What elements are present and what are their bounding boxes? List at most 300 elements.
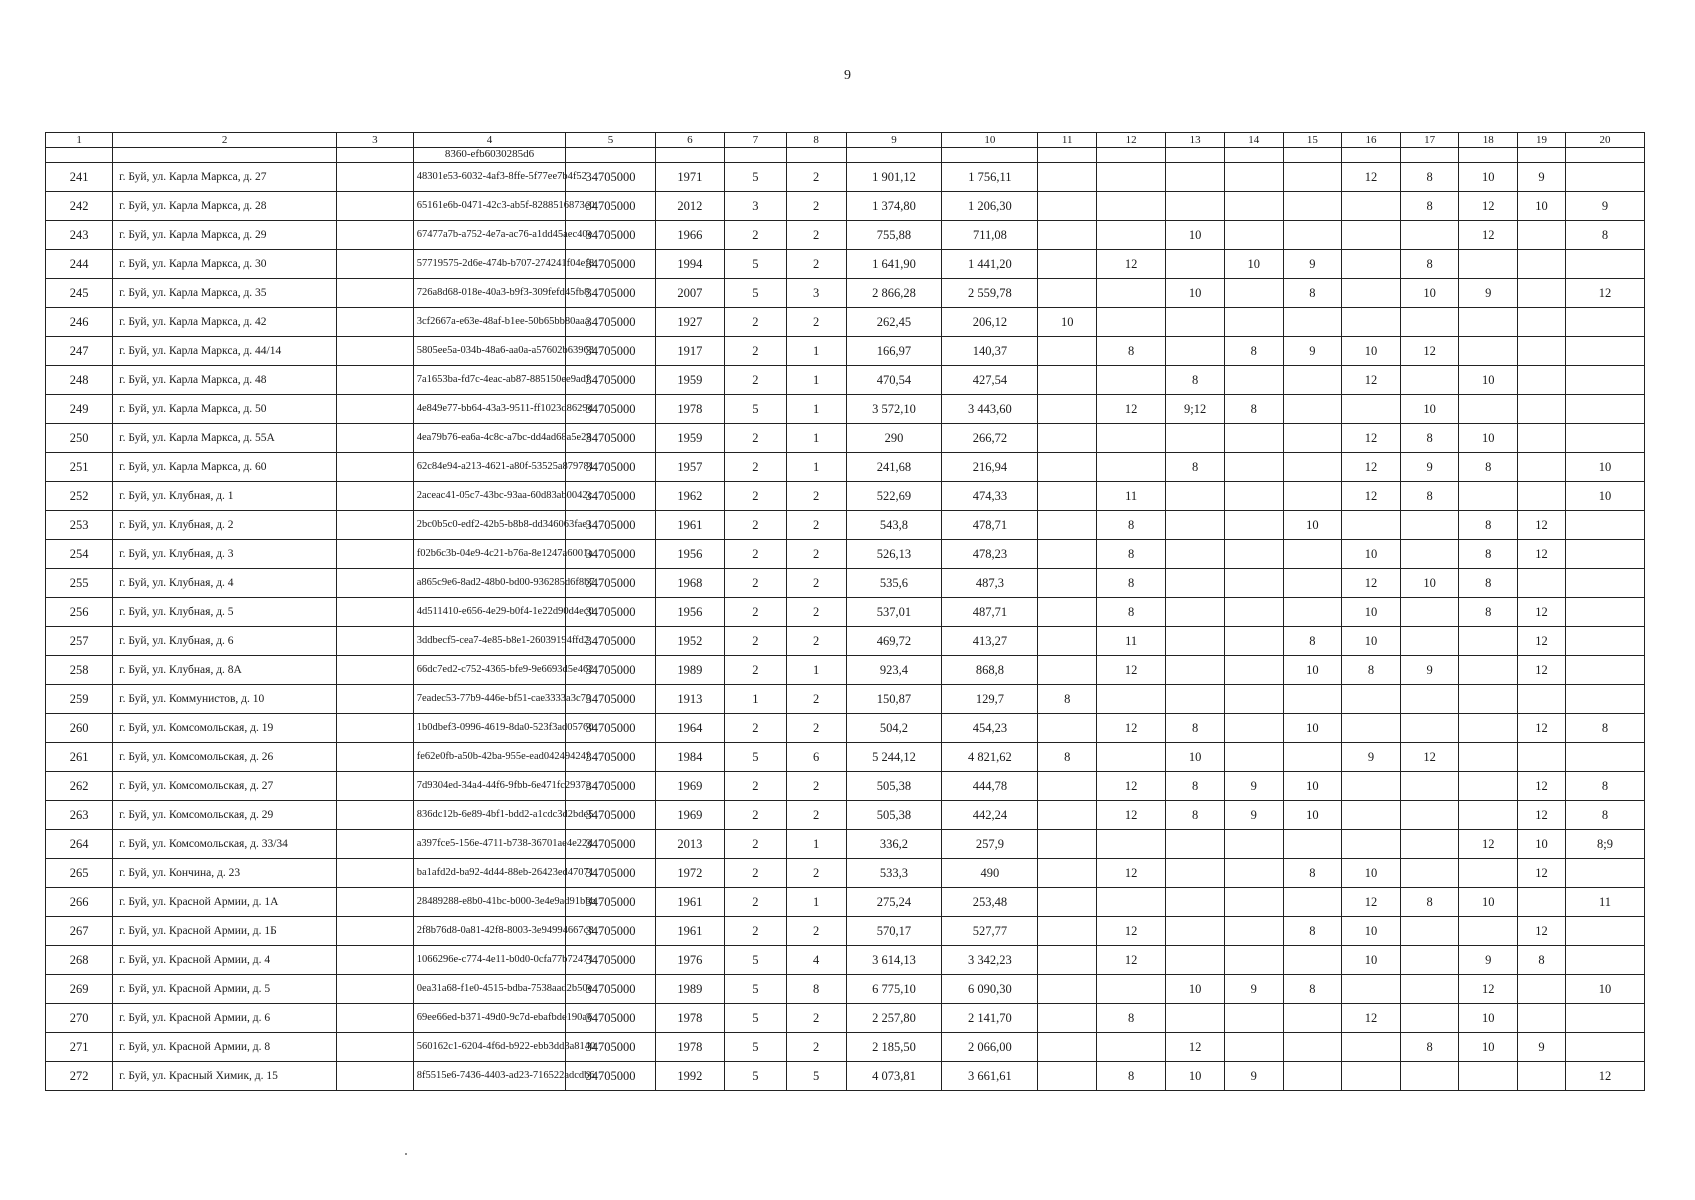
- period-cell-col-20: [1566, 917, 1645, 946]
- fias-guid-cell: 65161e6b-0471-42c3-ab5f-8288516873e0: [413, 192, 565, 221]
- total-area-cell: 3 572,10: [846, 395, 942, 424]
- period-cell-col-17: [1400, 714, 1459, 743]
- address-cell: г. Буй, ул. Красной Армии, д. 8: [113, 1033, 337, 1062]
- table-row: [46, 482, 1645, 511]
- period-cell-col-17: 8: [1400, 888, 1459, 917]
- period-cell-col-20: [1566, 250, 1645, 279]
- period-cell-col-11: [1038, 569, 1097, 598]
- total-area-cell: 2 185,50: [846, 1033, 942, 1062]
- total-area-cell: 504,2: [846, 714, 942, 743]
- period-cell-col-11: [1038, 598, 1097, 627]
- period-cell-col-19: [1518, 453, 1566, 482]
- period-cell-col-19: 12: [1518, 917, 1566, 946]
- period-cell-col-12: [1097, 830, 1166, 859]
- table-row: [46, 569, 1645, 598]
- address-cell: г. Буй, ул. Карла Маркса, д. 60: [113, 453, 337, 482]
- column-header-19: 19: [1518, 133, 1566, 148]
- period-cell-col-13: [1166, 598, 1225, 627]
- oktmo-cell: 34705000: [566, 192, 656, 221]
- entrances-cell: 2: [786, 1004, 846, 1033]
- total-area-cell: 2 257,80: [846, 1004, 942, 1033]
- period-cell-col-14: [1224, 279, 1283, 308]
- row-number-cell: 257: [46, 627, 113, 656]
- year-cell: 1952: [655, 627, 724, 656]
- year-cell: 1978: [655, 395, 724, 424]
- period-cell-col-14: [1224, 830, 1283, 859]
- entrances-cell: 1: [786, 453, 846, 482]
- period-cell-col-15: 8: [1283, 975, 1342, 1004]
- living-area-cell: 266,72: [942, 424, 1038, 453]
- registry-table-container: [45, 132, 1645, 1091]
- fias-guid-cell: 4d511410-e656-4e29-b0f4-1e22d90d4ec0: [413, 598, 565, 627]
- fias-guid-cell: 836dc12b-6e89-4bf1-bdd2-a1cdc3d2bde5: [413, 801, 565, 830]
- period-cell-col-14: [1224, 482, 1283, 511]
- oktmo-cell: 34705000: [566, 250, 656, 279]
- period-cell-col-17: [1400, 772, 1459, 801]
- fias-guid-cell: 7eadec53-77b9-446e-bf51-cae3333a3c70: [413, 685, 565, 714]
- column-header-20: 20: [1566, 133, 1645, 148]
- period-cell-col-19: [1518, 482, 1566, 511]
- oktmo-cell: 34705000: [566, 163, 656, 192]
- period-cell-col-19: 9: [1518, 1033, 1566, 1062]
- fias-guid-cell: 5805ee5a-034b-48a6-aa0a-a57602b63963: [413, 337, 565, 366]
- address-cell: г. Буй, ул. Кончина, д. 23: [113, 859, 337, 888]
- entrances-cell: 5: [786, 1062, 846, 1091]
- period-cell-col-17: 10: [1400, 395, 1459, 424]
- period-cell-col-15: 8: [1283, 279, 1342, 308]
- total-area-cell: 2 866,28: [846, 279, 942, 308]
- period-cell-col-18: [1459, 395, 1518, 424]
- period-cell-col-15: [1283, 308, 1342, 337]
- oktmo-cell: 34705000: [566, 569, 656, 598]
- period-cell-col-13: [1166, 337, 1225, 366]
- total-area-cell: 755,88: [846, 221, 942, 250]
- table-row: [46, 1062, 1645, 1091]
- blank-cell: [337, 192, 414, 221]
- period-cell-col-12: [1097, 279, 1166, 308]
- floors-cell: 2: [725, 801, 787, 830]
- period-cell-col-16: [1342, 830, 1401, 859]
- period-cell-col-14: [1224, 656, 1283, 685]
- period-cell-col-12: 8: [1097, 569, 1166, 598]
- period-cell-col-17: 9: [1400, 453, 1459, 482]
- blank-cell: [337, 598, 414, 627]
- blank-cell: [337, 250, 414, 279]
- living-area-cell: 478,71: [942, 511, 1038, 540]
- period-cell-col-18: 12: [1459, 830, 1518, 859]
- period-cell-col-18: [1459, 685, 1518, 714]
- blank-cell: [337, 453, 414, 482]
- fias-guid-cell: 62c84e94-a213-4621-a80f-53525a879781: [413, 453, 565, 482]
- period-cell-col-19: [1518, 685, 1566, 714]
- total-area-cell: 537,01: [846, 598, 942, 627]
- period-cell-col-17: [1400, 975, 1459, 1004]
- year-cell: 1964: [655, 714, 724, 743]
- row-number-cell: 251: [46, 453, 113, 482]
- period-cell-col-18: 12: [1459, 221, 1518, 250]
- total-area-cell: 241,68: [846, 453, 942, 482]
- address-cell: г. Буй, ул. Комсомольская, д. 26: [113, 743, 337, 772]
- period-cell-col-15: 10: [1283, 656, 1342, 685]
- address-cell: г. Буй, ул. Красный Химик, д. 15: [113, 1062, 337, 1091]
- period-cell-col-12: 11: [1097, 627, 1166, 656]
- period-cell-col-12: 8: [1097, 337, 1166, 366]
- period-cell-col-12: [1097, 685, 1166, 714]
- period-cell-col-16: 10: [1342, 598, 1401, 627]
- year-cell: 1956: [655, 540, 724, 569]
- column-header-17: 17: [1400, 133, 1459, 148]
- period-cell-col-11: [1038, 395, 1097, 424]
- living-area-cell: 711,08: [942, 221, 1038, 250]
- living-area-cell: 3 342,23: [942, 946, 1038, 975]
- period-cell-col-16: 12: [1342, 424, 1401, 453]
- scan-artifact: [405, 1153, 407, 1155]
- period-cell-col-13: [1166, 627, 1225, 656]
- oktmo-cell: 34705000: [566, 279, 656, 308]
- period-cell-col-17: [1400, 946, 1459, 975]
- period-cell-col-16: 12: [1342, 453, 1401, 482]
- entrances-cell: 6: [786, 743, 846, 772]
- blank-cell: [337, 279, 414, 308]
- period-cell-col-11: [1038, 337, 1097, 366]
- period-cell-col-18: [1459, 656, 1518, 685]
- row-number-cell: 270: [46, 1004, 113, 1033]
- entrances-cell: 2: [786, 308, 846, 337]
- total-area-cell: 3 614,13: [846, 946, 942, 975]
- total-area-cell: 1 641,90: [846, 250, 942, 279]
- period-cell-col-17: 10: [1400, 569, 1459, 598]
- row-number-cell: 262: [46, 772, 113, 801]
- period-cell-col-14: [1224, 511, 1283, 540]
- period-cell-col-13: [1166, 424, 1225, 453]
- period-cell-col-18: 8: [1459, 569, 1518, 598]
- living-area-cell: 487,3: [942, 569, 1038, 598]
- living-area-cell: 1 756,11: [942, 163, 1038, 192]
- living-area-cell: 487,71: [942, 598, 1038, 627]
- period-cell-col-16: [1342, 279, 1401, 308]
- period-cell-col-19: [1518, 888, 1566, 917]
- fias-guid-cell: 28489288-e8b0-41bc-b000-3e4e9ad91bbb: [413, 888, 565, 917]
- living-area-cell: 253,48: [942, 888, 1038, 917]
- period-cell-col-20: [1566, 308, 1645, 337]
- period-cell-col-13: [1166, 685, 1225, 714]
- period-cell-col-12: [1097, 221, 1166, 250]
- year-cell: 1984: [655, 743, 724, 772]
- blank-cell: [337, 163, 414, 192]
- period-cell-col-17: 12: [1400, 337, 1459, 366]
- period-cell-col-19: [1518, 569, 1566, 598]
- period-cell-col-19: [1518, 337, 1566, 366]
- table-row: [46, 453, 1645, 482]
- period-cell-col-17: [1400, 511, 1459, 540]
- table-row: [46, 598, 1645, 627]
- continuation-cell: [846, 148, 942, 163]
- period-cell-col-15: [1283, 598, 1342, 627]
- total-area-cell: 1 374,80: [846, 192, 942, 221]
- address-cell: г. Буй, ул. Карла Маркса, д. 55А: [113, 424, 337, 453]
- living-area-cell: 2 559,78: [942, 279, 1038, 308]
- period-cell-col-11: [1038, 1062, 1097, 1091]
- row-number-cell: 255: [46, 569, 113, 598]
- period-cell-col-14: [1224, 1004, 1283, 1033]
- address-cell: г. Буй, ул. Клубная, д. 3: [113, 540, 337, 569]
- period-cell-col-16: 12: [1342, 1004, 1401, 1033]
- oktmo-cell: 34705000: [566, 395, 656, 424]
- total-area-cell: 505,38: [846, 801, 942, 830]
- period-cell-col-16: [1342, 714, 1401, 743]
- floors-cell: 5: [725, 395, 787, 424]
- table-row: [46, 772, 1645, 801]
- period-cell-col-18: [1459, 482, 1518, 511]
- period-cell-col-15: [1283, 163, 1342, 192]
- period-cell-col-13: [1166, 656, 1225, 685]
- period-cell-col-15: [1283, 685, 1342, 714]
- period-cell-col-13: 10: [1166, 1062, 1225, 1091]
- period-cell-col-19: 12: [1518, 714, 1566, 743]
- period-cell-col-13: [1166, 250, 1225, 279]
- period-cell-col-11: [1038, 656, 1097, 685]
- period-cell-col-11: [1038, 250, 1097, 279]
- entrances-cell: 2: [786, 1033, 846, 1062]
- period-cell-col-20: 12: [1566, 279, 1645, 308]
- floors-cell: 5: [725, 163, 787, 192]
- year-cell: 1917: [655, 337, 724, 366]
- continuation-cell: [1283, 148, 1342, 163]
- page-number: 9: [844, 68, 851, 83]
- period-cell-col-20: [1566, 163, 1645, 192]
- year-cell: 1989: [655, 975, 724, 1004]
- period-cell-col-15: 10: [1283, 511, 1342, 540]
- period-cell-col-11: [1038, 511, 1097, 540]
- period-cell-col-17: 8: [1400, 1033, 1459, 1062]
- period-cell-col-12: 12: [1097, 714, 1166, 743]
- address-cell: г. Буй, ул. Комсомольская, д. 27: [113, 772, 337, 801]
- period-cell-col-13: 8: [1166, 772, 1225, 801]
- floors-cell: 2: [725, 308, 787, 337]
- table-row: [46, 888, 1645, 917]
- period-cell-col-12: 8: [1097, 1062, 1166, 1091]
- column-header-3: 3: [337, 133, 414, 148]
- period-cell-col-11: [1038, 1033, 1097, 1062]
- continuation-cell: [942, 148, 1038, 163]
- table-row: [46, 250, 1645, 279]
- period-cell-col-17: [1400, 801, 1459, 830]
- period-cell-col-12: [1097, 888, 1166, 917]
- period-cell-col-17: [1400, 598, 1459, 627]
- period-cell-col-11: [1038, 830, 1097, 859]
- entrances-cell: 2: [786, 685, 846, 714]
- table-row: [46, 801, 1645, 830]
- period-cell-col-11: [1038, 627, 1097, 656]
- period-cell-col-13: [1166, 511, 1225, 540]
- living-area-cell: 442,24: [942, 801, 1038, 830]
- period-cell-col-18: [1459, 308, 1518, 337]
- period-cell-col-17: [1400, 1004, 1459, 1033]
- table-body: [46, 148, 1645, 1091]
- fias-guid-cell: 1066296e-c774-4e11-b0d0-0cfa77b72471: [413, 946, 565, 975]
- period-cell-col-14: [1224, 453, 1283, 482]
- year-cell: 1966: [655, 221, 724, 250]
- period-cell-col-12: [1097, 424, 1166, 453]
- fias-guid-cell: 67477a7b-a752-4e7a-ac76-a1dd45aec40e: [413, 221, 565, 250]
- fias-guid-cell: 7d9304ed-34a4-44f6-9fbb-6e471fc2937e: [413, 772, 565, 801]
- entrances-cell: 4: [786, 946, 846, 975]
- blank-cell: [337, 308, 414, 337]
- period-cell-col-13: 8: [1166, 714, 1225, 743]
- period-cell-col-15: [1283, 1004, 1342, 1033]
- period-cell-col-12: 12: [1097, 917, 1166, 946]
- year-cell: 1959: [655, 424, 724, 453]
- address-cell: г. Буй, ул. Карла Маркса, д. 30: [113, 250, 337, 279]
- continuation-cell: [786, 148, 846, 163]
- fias-guid-cell: 48301e53-6032-4af3-8ffe-5f77ee7b4f52: [413, 163, 565, 192]
- year-cell: 1927: [655, 308, 724, 337]
- period-cell-col-18: [1459, 917, 1518, 946]
- year-cell: 1961: [655, 917, 724, 946]
- period-cell-col-12: 12: [1097, 801, 1166, 830]
- period-cell-col-15: 8: [1283, 627, 1342, 656]
- period-cell-col-19: 8: [1518, 946, 1566, 975]
- living-area-cell: 206,12: [942, 308, 1038, 337]
- total-area-cell: 543,8: [846, 511, 942, 540]
- continuation-cell: [655, 148, 724, 163]
- period-cell-col-15: 9: [1283, 250, 1342, 279]
- year-cell: 1972: [655, 859, 724, 888]
- row-number-cell: 252: [46, 482, 113, 511]
- period-cell-col-15: 9: [1283, 337, 1342, 366]
- address-cell: г. Буй, ул. Карла Маркса, д. 29: [113, 221, 337, 250]
- period-cell-col-19: [1518, 279, 1566, 308]
- address-cell: г. Буй, ул. Клубная, д. 6: [113, 627, 337, 656]
- period-cell-col-11: [1038, 801, 1097, 830]
- table-row: [46, 221, 1645, 250]
- period-cell-col-15: [1283, 192, 1342, 221]
- fias-guid-cell: 3ddbecf5-cea7-4e85-b8e1-26039194ffd2: [413, 627, 565, 656]
- total-area-cell: 6 775,10: [846, 975, 942, 1004]
- year-cell: 1969: [655, 772, 724, 801]
- table-row: [46, 656, 1645, 685]
- total-area-cell: 535,6: [846, 569, 942, 598]
- period-cell-col-15: [1283, 569, 1342, 598]
- fias-guid-cell: 69ee66ed-b371-49d0-9c7d-ebafbde190a6: [413, 1004, 565, 1033]
- continuation-cell: [1342, 148, 1401, 163]
- period-cell-col-20: [1566, 598, 1645, 627]
- total-area-cell: 923,4: [846, 656, 942, 685]
- period-cell-col-17: 8: [1400, 192, 1459, 221]
- total-area-cell: 570,17: [846, 917, 942, 946]
- floors-cell: 5: [725, 946, 787, 975]
- period-cell-col-19: [1518, 250, 1566, 279]
- period-cell-col-15: 10: [1283, 714, 1342, 743]
- living-area-cell: 478,23: [942, 540, 1038, 569]
- period-cell-col-19: 12: [1518, 540, 1566, 569]
- period-cell-col-11: [1038, 946, 1097, 975]
- fias-guid-cell: 57719575-2d6e-474b-b707-274241f04ef8: [413, 250, 565, 279]
- floors-cell: 2: [725, 830, 787, 859]
- period-cell-col-20: [1566, 395, 1645, 424]
- address-cell: г. Буй, ул. Красной Армии, д. 1А: [113, 888, 337, 917]
- oktmo-cell: 34705000: [566, 453, 656, 482]
- floors-cell: 3: [725, 192, 787, 221]
- address-cell: г. Буй, ул. Карла Маркса, д. 28: [113, 192, 337, 221]
- period-cell-col-16: [1342, 511, 1401, 540]
- period-cell-col-20: 8: [1566, 221, 1645, 250]
- table-row: [46, 830, 1645, 859]
- address-cell: г. Буй, ул. Карла Маркса, д. 44/14: [113, 337, 337, 366]
- fias-guid-cell: 7a1653ba-fd7c-4eac-ab87-885150ee9adf: [413, 366, 565, 395]
- period-cell-col-14: 9: [1224, 801, 1283, 830]
- period-cell-col-17: 9: [1400, 656, 1459, 685]
- period-cell-col-20: [1566, 1033, 1645, 1062]
- period-cell-col-18: 12: [1459, 192, 1518, 221]
- table-row: [46, 395, 1645, 424]
- fias-guid-cell: 560162c1-6204-4f6d-b922-ebb3dd3a8140: [413, 1033, 565, 1062]
- period-cell-col-12: 8: [1097, 511, 1166, 540]
- year-cell: 1961: [655, 511, 724, 540]
- table-row: [46, 308, 1645, 337]
- period-cell-col-14: [1224, 888, 1283, 917]
- period-cell-col-19: [1518, 424, 1566, 453]
- period-cell-col-12: [1097, 743, 1166, 772]
- period-cell-col-13: 12: [1166, 1033, 1225, 1062]
- period-cell-col-19: 12: [1518, 511, 1566, 540]
- floors-cell: 2: [725, 569, 787, 598]
- period-cell-col-18: 10: [1459, 366, 1518, 395]
- period-cell-col-11: [1038, 424, 1097, 453]
- period-cell-col-13: 10: [1166, 975, 1225, 1004]
- period-cell-col-14: [1224, 366, 1283, 395]
- floors-cell: 2: [725, 714, 787, 743]
- table-row: [46, 1033, 1645, 1062]
- address-cell: г. Буй, ул. Клубная, д. 8А: [113, 656, 337, 685]
- period-cell-col-20: [1566, 627, 1645, 656]
- period-cell-col-20: 8: [1566, 772, 1645, 801]
- period-cell-col-19: [1518, 975, 1566, 1004]
- address-cell: г. Буй, ул. Карла Маркса, д. 35: [113, 279, 337, 308]
- period-cell-col-11: [1038, 192, 1097, 221]
- continuation-cell: [1097, 148, 1166, 163]
- period-cell-col-15: [1283, 453, 1342, 482]
- period-cell-col-16: 10: [1342, 337, 1401, 366]
- period-cell-col-13: 10: [1166, 221, 1225, 250]
- period-cell-col-12: [1097, 975, 1166, 1004]
- floors-cell: 2: [725, 482, 787, 511]
- period-cell-col-20: [1566, 743, 1645, 772]
- living-area-cell: 427,54: [942, 366, 1038, 395]
- oktmo-cell: 34705000: [566, 946, 656, 975]
- period-cell-col-11: [1038, 163, 1097, 192]
- table-row: [46, 975, 1645, 1004]
- period-cell-col-18: 8: [1459, 511, 1518, 540]
- floors-cell: 2: [725, 221, 787, 250]
- fias-guid-cell: 1b0dbef3-0996-4619-8da0-523f3ad05760: [413, 714, 565, 743]
- period-cell-col-20: 10: [1566, 975, 1645, 1004]
- period-cell-col-12: 12: [1097, 395, 1166, 424]
- entrances-cell: 1: [786, 395, 846, 424]
- blank-cell: [337, 946, 414, 975]
- oktmo-cell: 34705000: [566, 337, 656, 366]
- period-cell-col-18: [1459, 250, 1518, 279]
- continuation-cell: [1224, 148, 1283, 163]
- period-cell-col-13: [1166, 540, 1225, 569]
- period-cell-col-12: 8: [1097, 598, 1166, 627]
- oktmo-cell: 34705000: [566, 482, 656, 511]
- year-cell: 2013: [655, 830, 724, 859]
- period-cell-col-15: 10: [1283, 772, 1342, 801]
- period-cell-col-17: 8: [1400, 163, 1459, 192]
- period-cell-col-12: [1097, 192, 1166, 221]
- period-cell-col-20: 11: [1566, 888, 1645, 917]
